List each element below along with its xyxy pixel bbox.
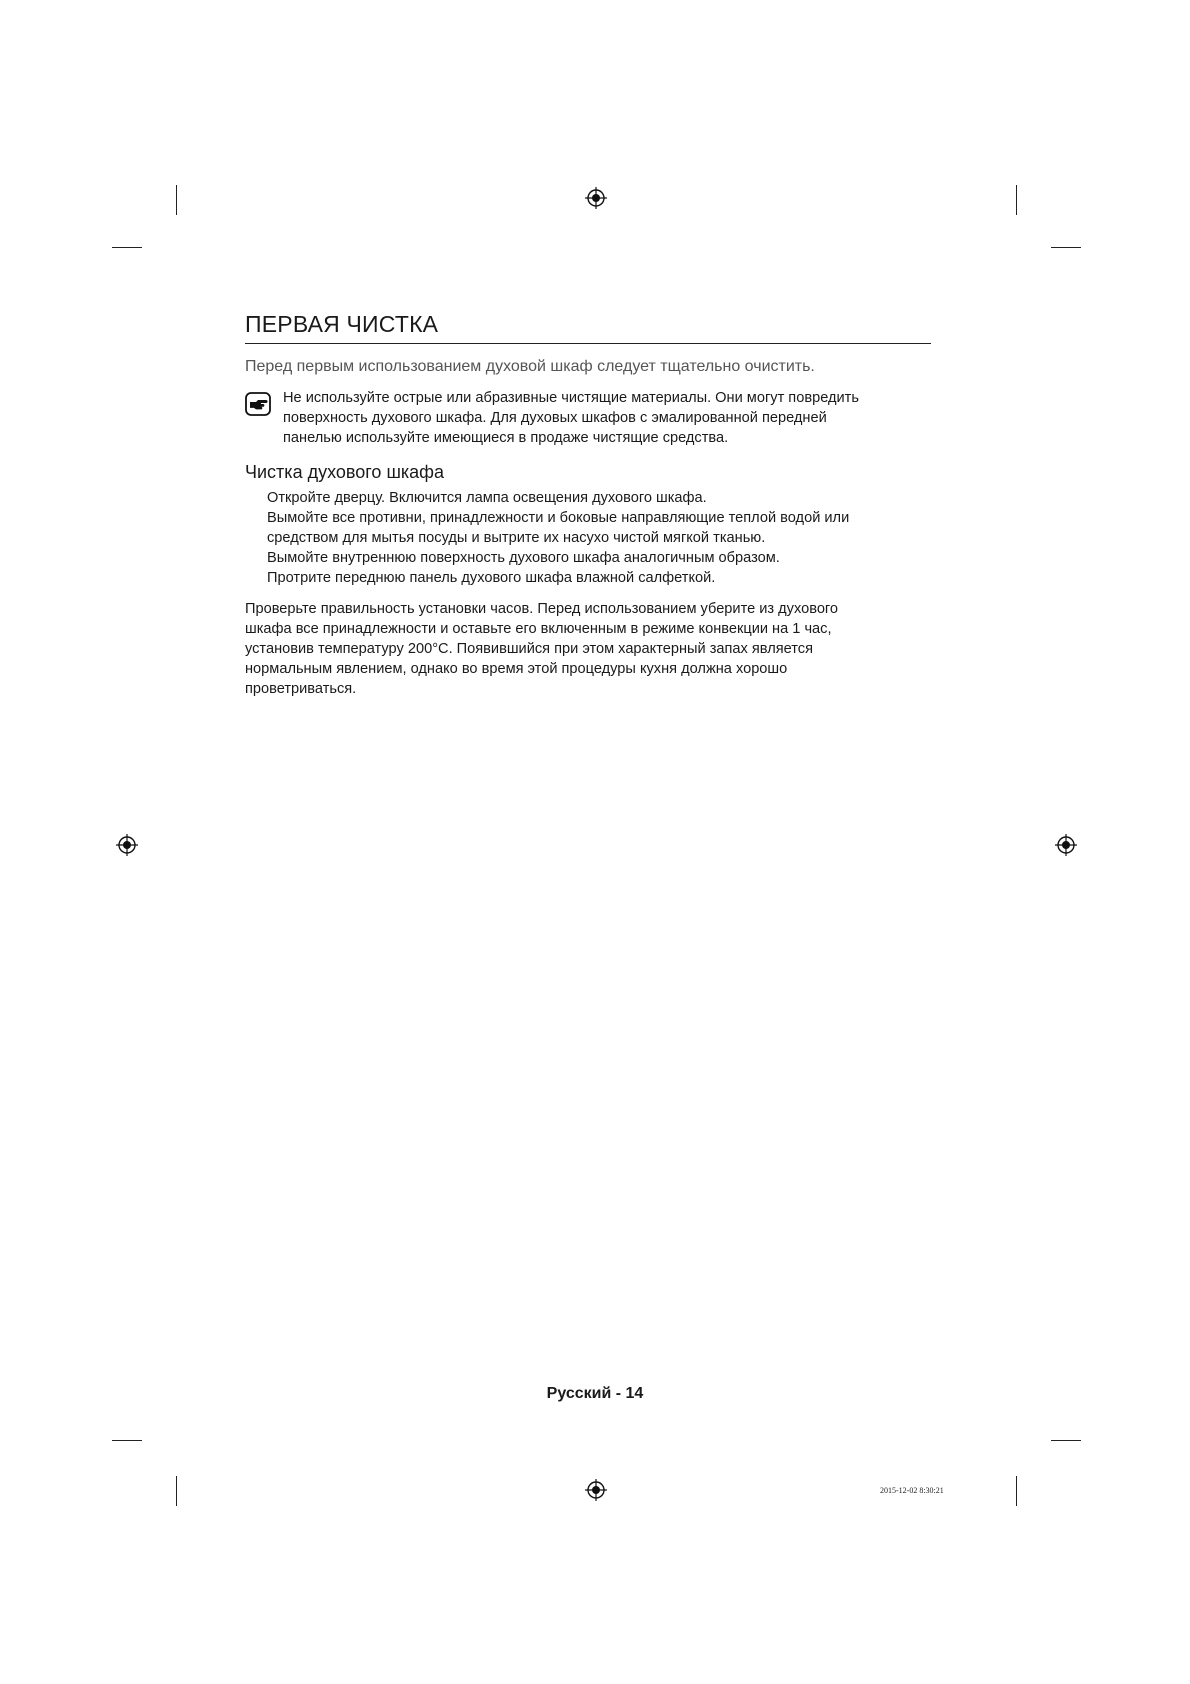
crop-mark	[1051, 247, 1081, 248]
list-item: Вымойте внутреннюю поверхность духового шкафа аналогичным образом.	[267, 550, 780, 566]
crop-mark	[176, 185, 177, 215]
pointing-hand-icon	[245, 392, 271, 416]
registration-mark-icon	[116, 834, 138, 856]
paragraph-line: установив температуру 200°C. Появившийся при этом характерный запах является	[245, 641, 813, 657]
registration-mark-icon	[585, 1479, 607, 1501]
closing-paragraph	[245, 599, 925, 699]
registration-mark-icon	[585, 187, 607, 209]
page-footer: Русский - 14	[546, 1385, 644, 1402]
registration-mark-icon	[1055, 834, 1077, 856]
paragraph-line: проветриваться.	[245, 681, 357, 697]
list-item: средством для мытья посуды и вытрите их насухо чистой мягкой тканью.	[267, 530, 766, 546]
crop-mark	[1051, 1440, 1081, 1441]
crop-mark	[1016, 185, 1017, 215]
cleaning-steps-list	[267, 488, 907, 588]
crop-mark	[1016, 1476, 1017, 1506]
caution-note	[283, 388, 943, 448]
page-title: ПЕРВАЯ ЧИСТКА	[245, 310, 931, 344]
section-heading: Чистка духового шкафа	[245, 462, 444, 482]
paragraph-line: Проверьте правильность установки часов. Перед использованием уберите из духового	[245, 601, 839, 617]
note-line: Не используйте острые или абразивные чистящие материалы. Они могут повредить	[283, 390, 859, 406]
crop-mark	[176, 1476, 177, 1506]
crop-mark	[112, 1440, 142, 1441]
crop-mark	[112, 247, 142, 248]
note-line: поверхность духового шкафа. Для духовых шкафов с эмалированной передней	[283, 410, 827, 426]
paragraph-line: шкафа все принадлежности и оставьте его включенным в режиме конвекции на 1 час,	[245, 621, 832, 637]
list-item: Вымойте все противни, принадлежности и боковые направляющие теплой водой или	[267, 510, 850, 526]
print-timestamp: 2015-12-02 8:30:21	[880, 1486, 944, 1495]
intro-text: Перед первым использованием духовой шкаф следует тщательно очистить.	[245, 358, 815, 375]
list-item: Протрите переднюю панель духового шкафа влажной салфеткой.	[267, 570, 716, 586]
note-line: панелью используйте имеющиеся в продаже чистящие средства.	[283, 430, 729, 446]
list-item: Откройте дверцу. Включится лампа освещения духового шкафа.	[267, 490, 707, 506]
paragraph-line: нормальным явлением, однако во время этой процедуры кухня должна хорошо	[245, 661, 788, 677]
